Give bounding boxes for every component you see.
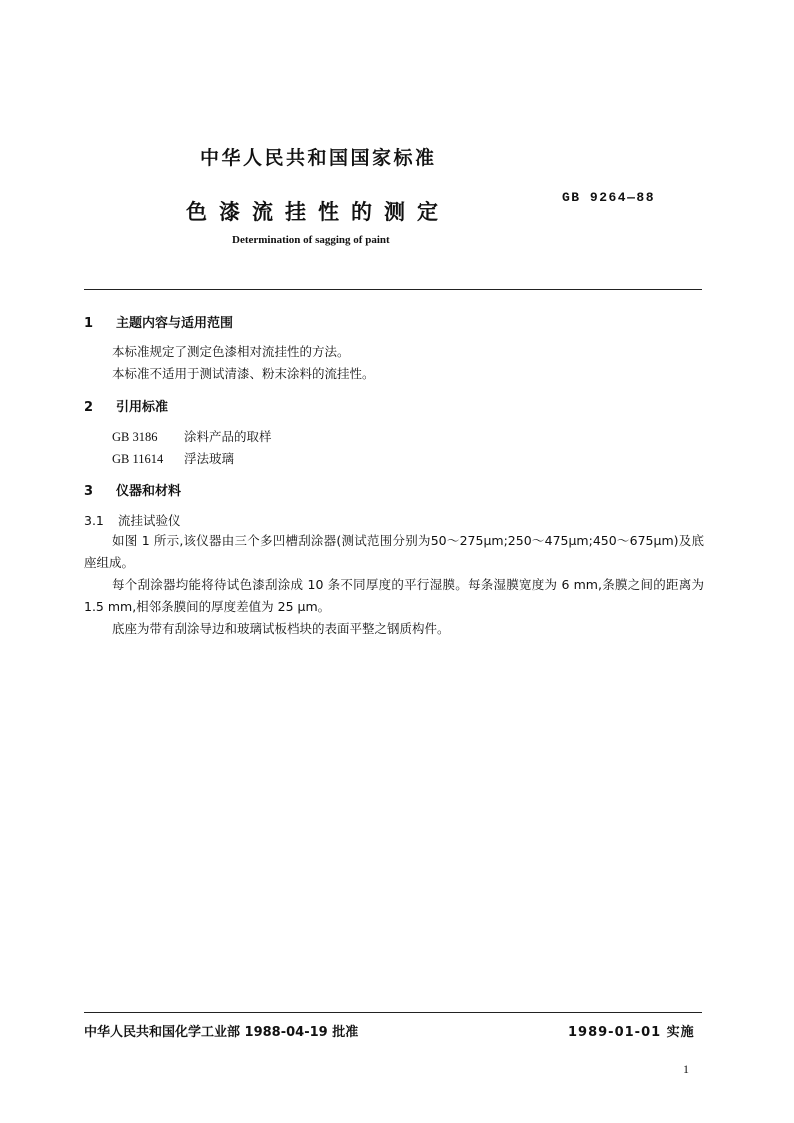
header-divider <box>84 289 702 290</box>
approval-statement: 中华人民共和国化学工业部 1988-04-19 批准 <box>84 1025 359 1040</box>
section-1-number: 1 <box>84 316 94 331</box>
document-title-en: Determination of sagging of paint <box>232 234 390 246</box>
standard-number: GB 9264—88 <box>562 190 656 205</box>
section-3-heading <box>84 480 181 499</box>
reference-item <box>112 427 272 445</box>
section-3-number: 3 <box>84 484 94 499</box>
national-standard-heading: 中华人民共和国国家标准 <box>200 147 437 169</box>
page-number: 1 <box>683 1062 689 1076</box>
section-2-number: 2 <box>84 400 94 415</box>
reference-item <box>112 449 234 467</box>
section-2-title: 引用标准 <box>116 400 169 415</box>
subsection-3-1-number: 3.1 <box>84 513 104 528</box>
section-3-title: 仪器和材料 <box>116 484 182 499</box>
subsection-3-1-title: 流挂试验仪 <box>118 513 181 528</box>
paragraph-applicator: 每个刮涂器均能将待试色漆刮涂成 10 条不同厚度的平行湿膜。每条湿膜宽度为 6 mm,条膜之间的距离为 1.5 mm,相邻条膜间的厚度差值为 25 μm。 <box>84 577 704 614</box>
section-1-line-2: 本标准不适用于测试清漆、粉末涂料的流挂性。 <box>112 366 375 381</box>
reference-code: GB 3186 <box>112 430 158 444</box>
reference-title: 涂料产品的取样 <box>184 429 272 444</box>
reference-code: GB 11614 <box>112 452 164 466</box>
paragraph-apparatus: 如图 1 所示,该仪器由三个多凹槽刮涂器(测试范围分别为50～275μm;250～475μm;450～675μm)及底座组成。 <box>84 533 704 570</box>
effective-date: 1989-01-01 实施 <box>568 1025 695 1040</box>
section-1-title: 主题内容与适用范围 <box>116 316 234 331</box>
reference-title: 浮法玻璃 <box>184 451 235 466</box>
section-1-heading <box>84 312 233 331</box>
footer-divider <box>84 1012 702 1013</box>
section-1-line-1: 本标准规定了测定色漆相对流挂性的方法。 <box>112 344 350 359</box>
paragraph-base: 底座为带有刮涂导边和玻璃试板档块的表面平整之钢质构件。 <box>112 621 450 636</box>
section-2-heading <box>84 396 168 415</box>
subsection-3-1-heading <box>84 511 181 529</box>
document-title-cn: 色漆流挂性的测定 <box>186 200 450 224</box>
